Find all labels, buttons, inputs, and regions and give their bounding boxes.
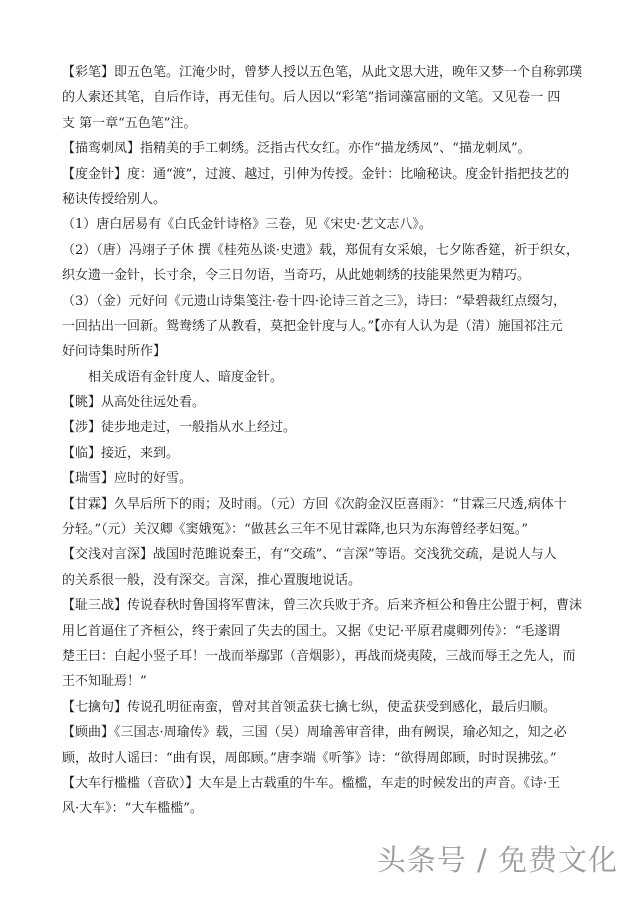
document-body <box>62 60 582 822</box>
text-line: 【临】接近，来到。 <box>62 445 180 461</box>
text-line: 相关成语有金针度人、暗度金针。 <box>88 369 284 385</box>
text-line: 【度金针】度：通“渡”，过渡、越过，引伸为传授。金针：比喻秘诀。度金针指把技艺的 <box>62 166 570 182</box>
text-line: 一回拈出一回新。鸳鸯绣了从教看，莫把金针度与人。”【亦有人认为是（清）施国祁注元 <box>62 318 563 334</box>
text-line: 织女遗一金针，长寸余，令三日勿语，当奇巧，从此她刺绣的技能果然更为精巧。 <box>62 268 531 284</box>
text-line: 分轻。”（元）关汉卿《窦娥冤》：“做甚幺三年不见甘霖降,也只为东海曾经孝妇冤。” <box>62 522 529 538</box>
text-line: 用匕首逼住了齐桓公，终于索回了失去的国土。又据《史记·平原君虞卿列传》：“毛遂谓 <box>62 623 561 639</box>
text-line: 的关系很一般，没有深交。言深，推心置腹地说话。 <box>62 572 362 588</box>
text-line: 【涉】徒步地走过，一般指从水上经过。 <box>62 420 297 436</box>
text-line: 楚王曰：白起小竖子耳！一战而举鄢郢（音烟影），再战而烧夷陵，三战而辱王之先人，而 <box>62 648 576 664</box>
text-line: 【大车行槛槛（音砍）】大车是上古载重的牛车。槛槛，车走的时候发出的声音。《诗·王 <box>62 775 561 791</box>
text-line: 风·大车》：“大车槛槛”。 <box>62 801 203 817</box>
text-line: 支 第一章“五色笔”注。 <box>62 115 197 131</box>
text-line: （1）唐白居易有《白氏金针诗格》三卷，见《宋史·艺文志八》。 <box>62 217 432 233</box>
text-line: 【瑞雪】应时的好雪。 <box>62 471 193 487</box>
text-line: 好问诗集时所作】 <box>62 344 167 360</box>
text-line: （2）（唐）冯翊子子休 撰《桂苑丛谈·史遗》载，郑侃有女采娘，七夕陈香筵，祈于织女， <box>62 242 580 258</box>
text-line: 【描鸾刺凤】指精美的手工刺绣。泛指古代女红。亦作“描龙绣凤”、“描龙刺凤”。 <box>62 141 531 157</box>
text-line: 【七擒句】传说孔明征南蛮，曾对其首领孟获七擒七纵，使孟获受到感化，最后归顺。 <box>62 699 557 715</box>
text-line: 【甘霖】久旱后所下的雨；及时雨。（元）方回《次韵金汉臣喜雨》：“甘霖三尺透,病体十 <box>62 496 567 512</box>
text-line: 【交浅对言深】战国时范雎说秦王，有“交疏”、“言深”等语。交浅犹交疏，是说人与人 <box>62 547 557 563</box>
text-line: 【彩笔】即五色笔。江淹少时，曾梦人授以五色笔，从此文思大进，晚年又梦一个自称郭璞 <box>62 65 583 80</box>
text-line: 的人索还其笔，自后作诗，再无佳句。后人因以“彩笔”指词藻富丽的文笔。又见卷一 四 <box>62 90 561 106</box>
watermark: 头条号 / 免费文化 <box>376 843 618 877</box>
text-line: 【耻三战】传说春秋时鲁国将军曹沫，曾三次兵败于齐。后来齐桓公和鲁庄公盟于柯，曹沫 <box>62 598 583 614</box>
text-line: 秘诀传授给别人。 <box>62 191 167 207</box>
text-line: 顾，故时人谣曰：“曲有误，周郎顾。”唐李端《听筝》诗：“欲得周郎顾，时时误拂弦。” <box>62 750 557 766</box>
text-line: （3）（金）元好问《元遗山诗集笺注·卷十四·论诗三首之三》，诗曰：“晕碧裁红点缀匀， <box>62 293 567 309</box>
text-line: 【顾曲】《三国志·周瑜传》载，三国（吴）周瑜善审音律，曲有阙误，瑜必知之，知之必 <box>62 725 567 741</box>
text-line: 【眺】从高处往远处看。 <box>62 395 206 411</box>
text-line: 王不知耻焉！” <box>62 674 147 690</box>
